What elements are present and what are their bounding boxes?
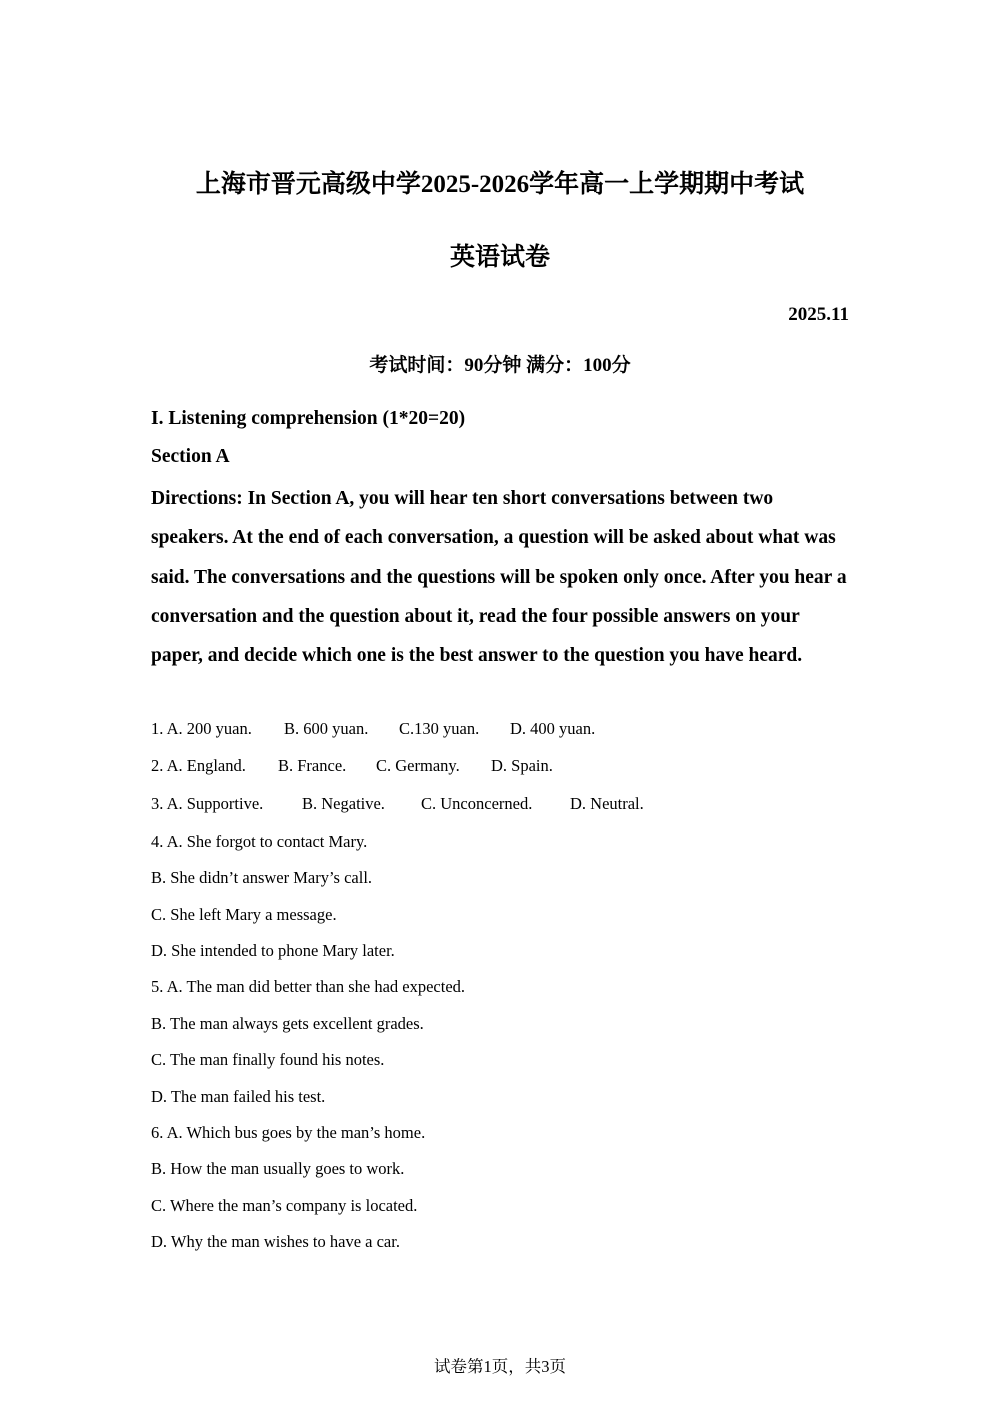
option-b: B. 600 yuan.	[284, 719, 369, 738]
question-2-options	[151, 755, 553, 777]
option-c: C. Unconcerned.	[421, 794, 533, 813]
option-d: D. Neutral.	[570, 794, 644, 813]
question-3-options	[151, 793, 644, 815]
question-6-option-c: C. Where the man’s company is located.	[151, 1196, 418, 1215]
question-4-option-a: 4. A. She forgot to contact Mary.	[151, 832, 368, 851]
exam-subject: 英语试卷	[449, 244, 550, 271]
question-5-option-a: 5. A. The man did better than she had expected.	[151, 977, 466, 996]
option-a: 1. A. 200 yuan.	[151, 719, 252, 738]
question-6-option-a: 6. A. Which bus goes by the man’s home.	[151, 1123, 426, 1142]
exam-title: 上海市晋元高级中学2025-2026学年高一上学期期中考试	[195, 171, 805, 198]
option-d: D. 400 yuan.	[510, 719, 596, 738]
option-c: C. Germany.	[376, 756, 460, 775]
option-a: 3. A. Supportive.	[151, 794, 264, 813]
section-heading: Section A	[151, 446, 230, 467]
page-footer: 试卷第1页，共3页	[434, 1357, 566, 1376]
question-1-options	[151, 718, 595, 740]
question-6-option-b: B. How the man usually goes to work.	[151, 1159, 405, 1178]
directions-text: Directions: In Section A, you will hear ten short conversations between two speakers. At the end of each conversation, a question will be asked about what was said. The conversations and the questions will be spoken only once. After you hear a conversation and the question about it, read the four possible answers on your paper, and decide which one is the best answer to the question you have heard.	[151, 488, 847, 667]
question-4-option-d: D. She intended to phone Mary later.	[151, 941, 395, 960]
question-4-option-b: B. She didn’t answer Mary’s call.	[151, 868, 373, 887]
option-a: 2. A. England.	[151, 756, 246, 775]
option-b: B. France.	[278, 756, 347, 775]
question-5-option-d: D. The man failed his test.	[151, 1087, 326, 1106]
exam-date: 2025.11	[788, 304, 849, 325]
question-5-option-c: C. The man finally found his notes.	[151, 1050, 385, 1069]
option-b: B. Negative.	[302, 794, 385, 813]
question-6-option-d: D. Why the man wishes to have a car.	[151, 1232, 400, 1251]
question-5-option-b: B. The man always gets excellent grades.	[151, 1014, 424, 1033]
option-c: C.130 yuan.	[399, 719, 480, 738]
exam-info: 考试时间：90分钟 满分：100分	[369, 355, 631, 376]
option-d: D. Spain.	[491, 756, 553, 775]
question-4-option-c: C. She left Mary a message.	[151, 905, 337, 924]
part-heading: I. Listening comprehension (1*20=20)	[151, 408, 466, 429]
